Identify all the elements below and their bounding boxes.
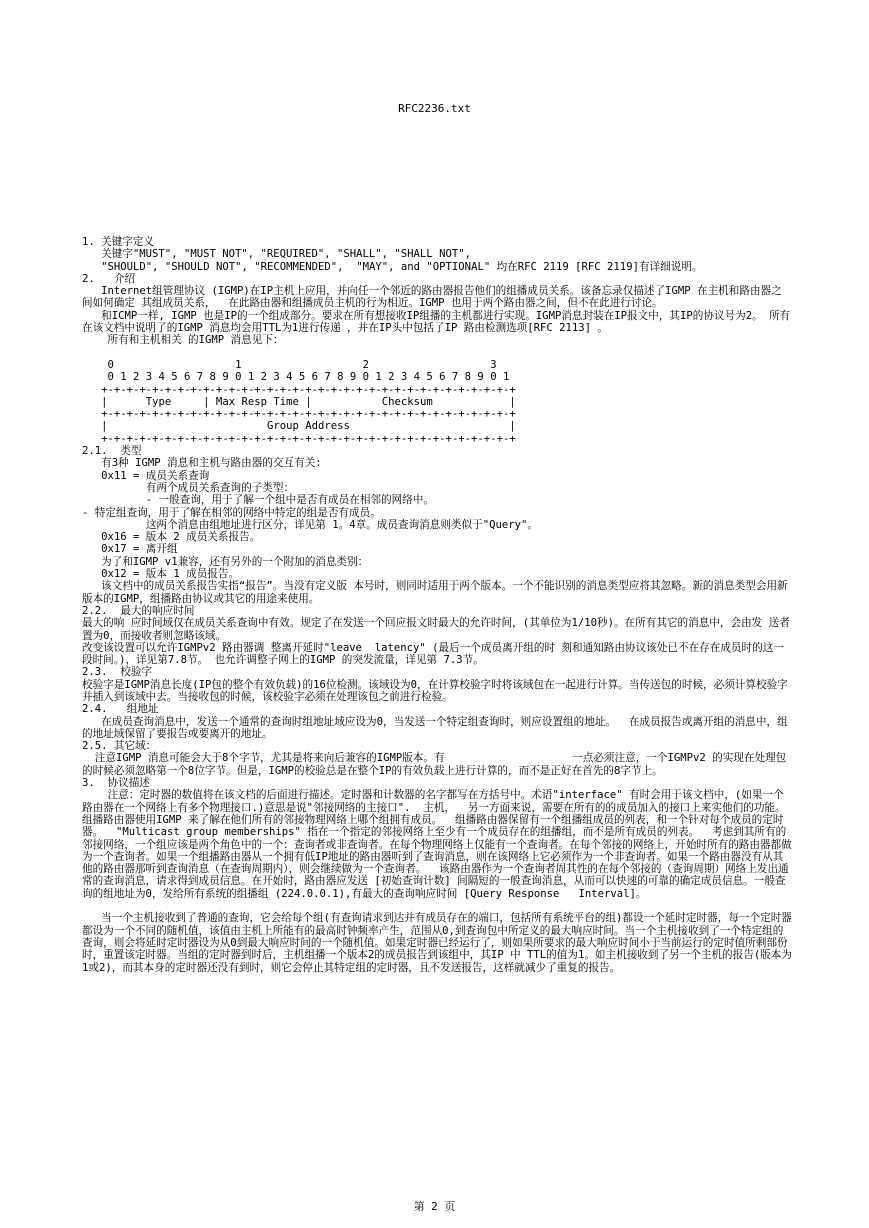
text-line: 在成员查询消息中，发送一个通常的查询时组地址域应设为0，当发送一个特定组查询时，则应设置组的地址。 在成员报告或离开组的消息中，组的地址域保留了要报告或要离开的地址。 bbox=[82, 715, 788, 740]
text-line: 有两个成员关系查询的子类型： bbox=[82, 481, 295, 494]
text-line: 校验字是IGMP消息长度(IP包的整个有效负载)的16位检测。该域设为0，在计算校验字时将该域包在一起进行计算。当传送包的时候，必须计算校验字并插入到该域中去。当接收包的时候，该校验字必须在处理该包之前进行检验。 bbox=[82, 678, 788, 703]
igmp-packet-diagram bbox=[82, 359, 792, 445]
text-line: 注意IGMP 消息可能会大于8个字节，尤其是将来向后兼容的IGMP版本。有 一点必须注意，一个IGMPv2 的实现在处理包的时候必须忽略第一个8位字节。但是，IGMP的校验总是在整个IP的有效负载上进行计算的，而不是正好在首先的8字节上。 bbox=[82, 752, 787, 777]
document-body bbox=[82, 236, 792, 974]
text-line: 0x12 = 版本 1 成员报告。 bbox=[82, 568, 240, 581]
text-line: 2.1. 类型 bbox=[82, 445, 142, 458]
text-line: 3. 协议描述 bbox=[82, 777, 150, 790]
page-number: 第 2 页 bbox=[413, 1200, 456, 1213]
diagram-line: | Group Address | bbox=[82, 420, 516, 433]
text-line: 改变该设置可以允许IGMPv2 路由器调 整离开延时"leave latency" (最后一个成员离开组的时 刻和通知路由协议该处已不在存在成员时的这一段时间。)，详见第7.8节。 也允许调整子网上的IGMP 的突发流量，详见第 7.3节。 bbox=[82, 641, 784, 667]
text-line: 2.4. 组地址 bbox=[82, 703, 159, 716]
text-line: 和ICMP一样, IGMP 也是IP的一个组成部分。要求在所有想接收IP组播的主机都进行实现。IGMP消息封装在IP报文中，其IP的协议号为2。 所有在该文档中说明了的IGMP 消息均会用TTL为1进行传递 ，并在IP头中包括了IP 路由检测选项[RFC 2113] 。 bbox=[82, 309, 791, 335]
text-line: - 一般查询，用于了解一个组中是否有成员在相邻的网络中。 bbox=[82, 494, 434, 507]
text-line: 当一个主机接收到了普通的查询，它会给每个组(有查询请求到达并有成员存在的端口，包括所有系统平台的组)都设一个延时定时器，每一个定时器都设为一个不同的随机值，该值由主机上所能有的最高时钟频率产生，范围从0,到查询包中所定义的最大响应时间。当一个主机接收到了一个特定组的查询，则会将延时定时器设为从0到最大响应时间的一个随机值。如果定时器已经运行了，则如果所要求的最大响应时间小于当前运行的定时值所剩部份时，重置该定时器。当组的定时器到时后，主机组播一个版本2的成员报告到该组中，其IP 中 TTL的值为1。如主机接收到了另一个主机的报告(版本为1或2)，而其本身的定时器还没有到时，则它会停止其特定组的定时器，且不发送报告，这样就减少了重复的报告。 bbox=[82, 912, 792, 974]
text-line: 所有和主机相关 的IGMP 消息见下： bbox=[82, 334, 284, 347]
diagram-line: 0 1 2 3 4 5 6 7 8 9 0 1 2 3 4 5 6 7 8 9 0 1 2 3 4 5 6 7 8 9 0 1 bbox=[82, 371, 510, 384]
text-line: 0x16 = 版本 2 成员关系报告。 bbox=[82, 531, 261, 544]
text-line: 1. 关键字定义 bbox=[82, 236, 155, 248]
text-line bbox=[82, 347, 792, 359]
text-line: 0x17 = 离开组 bbox=[82, 543, 178, 556]
diagram-line: +-+-+-+-+-+-+-+-+-+-+-+-+-+-+-+-+-+-+-+-+-+-+-+-+-+-+-+-+-+-+-+-+ bbox=[82, 432, 516, 445]
text-line: 2. 介绍 bbox=[82, 272, 136, 285]
text-line: 注意：定时器的数值将在该文档的后面进行描述。定时器和计数器的名字都写在方括号中。术语"interface" 有时会用于该文档中，(如果一个路由器在一个网络上有多个物理接口.)意思是说"邻接网络的主接口". 主机， 另一方面来说，需要在所有的的成员加入的接口上来实他们的功能。 组播路由器使用IGMP 来了解在他们所有的邻接物理网络上哪个组拥有成员。 组播路由器保留有一个组播组成员的列表，和一个针对每个成员的定时器。 "Multicast group memberships" 指在一个指定的邻接网络上至少有一个成员存在的组播组，而不是所有成员的列表。 考虑到其所有的邻接网络，一个组应该是两个角色中的一个：查询者或非查询者。在每个物理网络上仅能有一个查询者。在每个邻接的网络上，开始时所有的路由器都做为一个查询者。如果一个组播路由器从一个拥有低IP地址的路由器听到了查询消息，则在该网络上它必须作为一个非查询者。如果一个路由器没有从其他的路由器那听到查询消息（在查询周期内），则会继续做为一个查询者。 该路由器作为一个查询者周其性的在每个邻接的（查询周期）网络上发出通常的查询消息，请求得到成员信息。在开始时，路由器应发送 [初始查询计数] 间隔短的一般查询消息，从而可以快速的可靠的确定成员信息。一般查询的组地址为0，发给所有系统的组播组 (224.0.0.1),有最大的查询响应时间 [Query Response Interval]。 bbox=[82, 789, 793, 900]
text-line: 有3种 IGMP 消息和主机与路由器的交互有关: bbox=[82, 457, 322, 470]
text-line: 为了和IGMP v1兼容，还有另外的一个附加的消息类别： bbox=[82, 555, 369, 568]
body-section-intro bbox=[82, 236, 792, 359]
text-line: 这两个消息由组地址进行区分，详见第 1。4章。成员查询消息则类似于"Query"。 bbox=[82, 518, 538, 531]
text-line: Internet组管理协议 (IGMP)在IP主机上应用，并向任一个邻近的路由器报告他们的组播成员关系。该备忘录仅描述了IGMP 在主机和路由器之间如何确定 其组成员关系， 在此路由器和组播成员主机的行为相近。IGMP 也用于两个路由器之间，但不在此进行讨论。 bbox=[82, 285, 782, 310]
diagram-line: +-+-+-+-+-+-+-+-+-+-+-+-+-+-+-+-+-+-+-+-+-+-+-+-+-+-+-+-+-+-+-+-+ bbox=[82, 383, 516, 396]
text-line: 2.2. 最大的响应时间 bbox=[82, 604, 195, 617]
text-line: 2.5. 其它域： bbox=[82, 740, 157, 753]
body-section-details bbox=[82, 445, 792, 974]
text-line: - 特定组查询，用于了解在相邻的网络中特定的组是否有成员。 bbox=[82, 506, 381, 519]
text-line: "SHOULD", "SHOULD NOT", "RECOMMENDED", "MAY", and "OPTIONAL" 均在RFC 2119 [RFC 2119]有详细说明。 bbox=[82, 260, 703, 273]
text-line: 0x11 = 成员关系查询 bbox=[82, 469, 210, 482]
diagram-line: | Type | Max Resp Time | Checksum | bbox=[82, 395, 516, 408]
diagram-line: +-+-+-+-+-+-+-+-+-+-+-+-+-+-+-+-+-+-+-+-+-+-+-+-+-+-+-+-+-+-+-+-+ bbox=[82, 408, 516, 421]
text-line: 关键字"MUST", "MUST NOT", "REQUIRED", "SHALL", "SHALL NOT", bbox=[82, 248, 471, 261]
document-title: RFC2236.txt bbox=[398, 102, 471, 115]
diagram-line: 0 1 2 3 bbox=[82, 358, 497, 371]
text-line bbox=[82, 900, 792, 912]
text-line: 该文档中的成员关系报告实指“报告”。当没有定义版 本号时，则同时适用于两个版本。一个不能识别的消息类型应将其忽略。新的消息类型会用新版本的IGMP，组播路由协议或其它的用途来使用。 bbox=[82, 580, 788, 605]
text-line: 2.3. 校验字 bbox=[82, 666, 153, 679]
text-line: 最大的响 应时间域仅在成员关系查询中有效。规定了在发送一个回应报文时最大的允许时间，(其单位为1/10秒)。在所有其它的消息中，会由发 送者置为0，而接收者则忽略该域。 bbox=[82, 617, 790, 642]
